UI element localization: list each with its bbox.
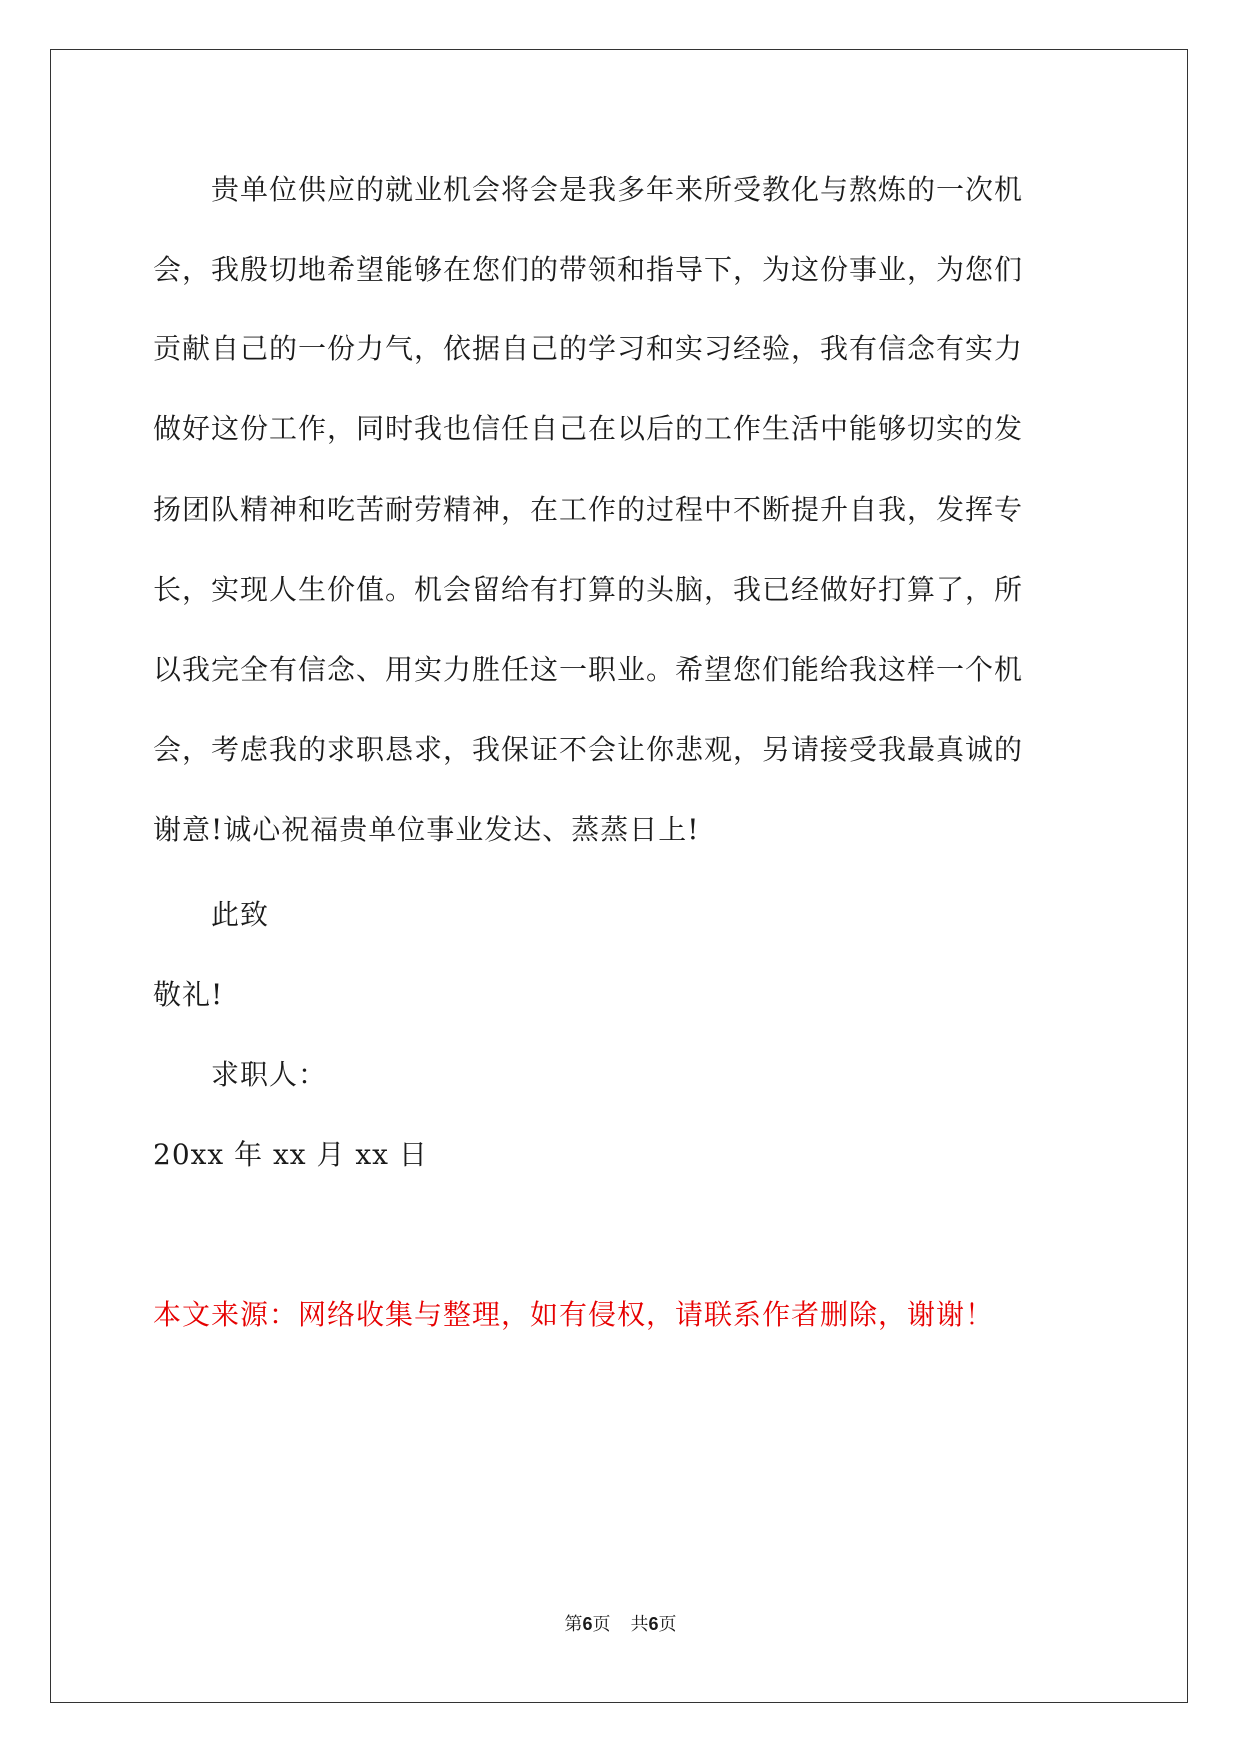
paragraph-line: 会，考虑我的求职恳求，我保证不会让你悲观，另请接受我最真诚的: [153, 733, 1024, 766]
paragraph-line: 贡献自己的一份力气，依据自己的学习和实习经验，我有信念有实力: [153, 332, 1024, 365]
date-text: 20xx 年 xx 月 xx 日: [153, 1138, 428, 1171]
paragraph-line: 会，我殷切地希望能够在您们的带领和指导下，为这份事业，为您们: [153, 253, 1024, 286]
signature-label: 求职人：: [153, 1058, 328, 1091]
total-page-number: 6: [648, 1614, 659, 1634]
paragraph-line: 做好这份工作，同时我也信任自己在以后的工作生活中能够切实的发: [153, 412, 1024, 445]
closing-text: 此致: [153, 898, 270, 931]
salute-text: 敬礼!: [153, 978, 224, 1011]
current-page-number: 6: [582, 1614, 593, 1634]
paragraph-line: 谢意!诚心祝福贵单位事业发达、蒸蒸日上!: [153, 813, 700, 846]
source-notice: 本文来源：网络收集与整理，如有侵权，请联系作者删除，谢谢！: [153, 1298, 995, 1331]
total-prefix: 共: [630, 1614, 649, 1635]
paragraph-line: 扬团队精神和吃苦耐劳精神，在工作的过程中不断提升自我，发挥专: [153, 493, 1024, 526]
paragraph-line: 长，实现人生价值。机会留给有打算的头脑，我已经做好打算了，所: [153, 573, 1024, 606]
page-border: [50, 49, 1188, 1703]
paragraph-line: 贵单位供应的就业机会将会是我多年来所受教化与熬炼的一次机: [153, 173, 1024, 206]
page-prefix: 第: [564, 1614, 583, 1635]
page-footer: [0, 1612, 1241, 1637]
paragraph-line: 以我完全有信念、用实力胜任这一职业。希望您们能给我这样一个机: [153, 653, 1024, 686]
page-suffix: 页: [592, 1614, 611, 1635]
total-suffix: 页: [658, 1614, 677, 1635]
